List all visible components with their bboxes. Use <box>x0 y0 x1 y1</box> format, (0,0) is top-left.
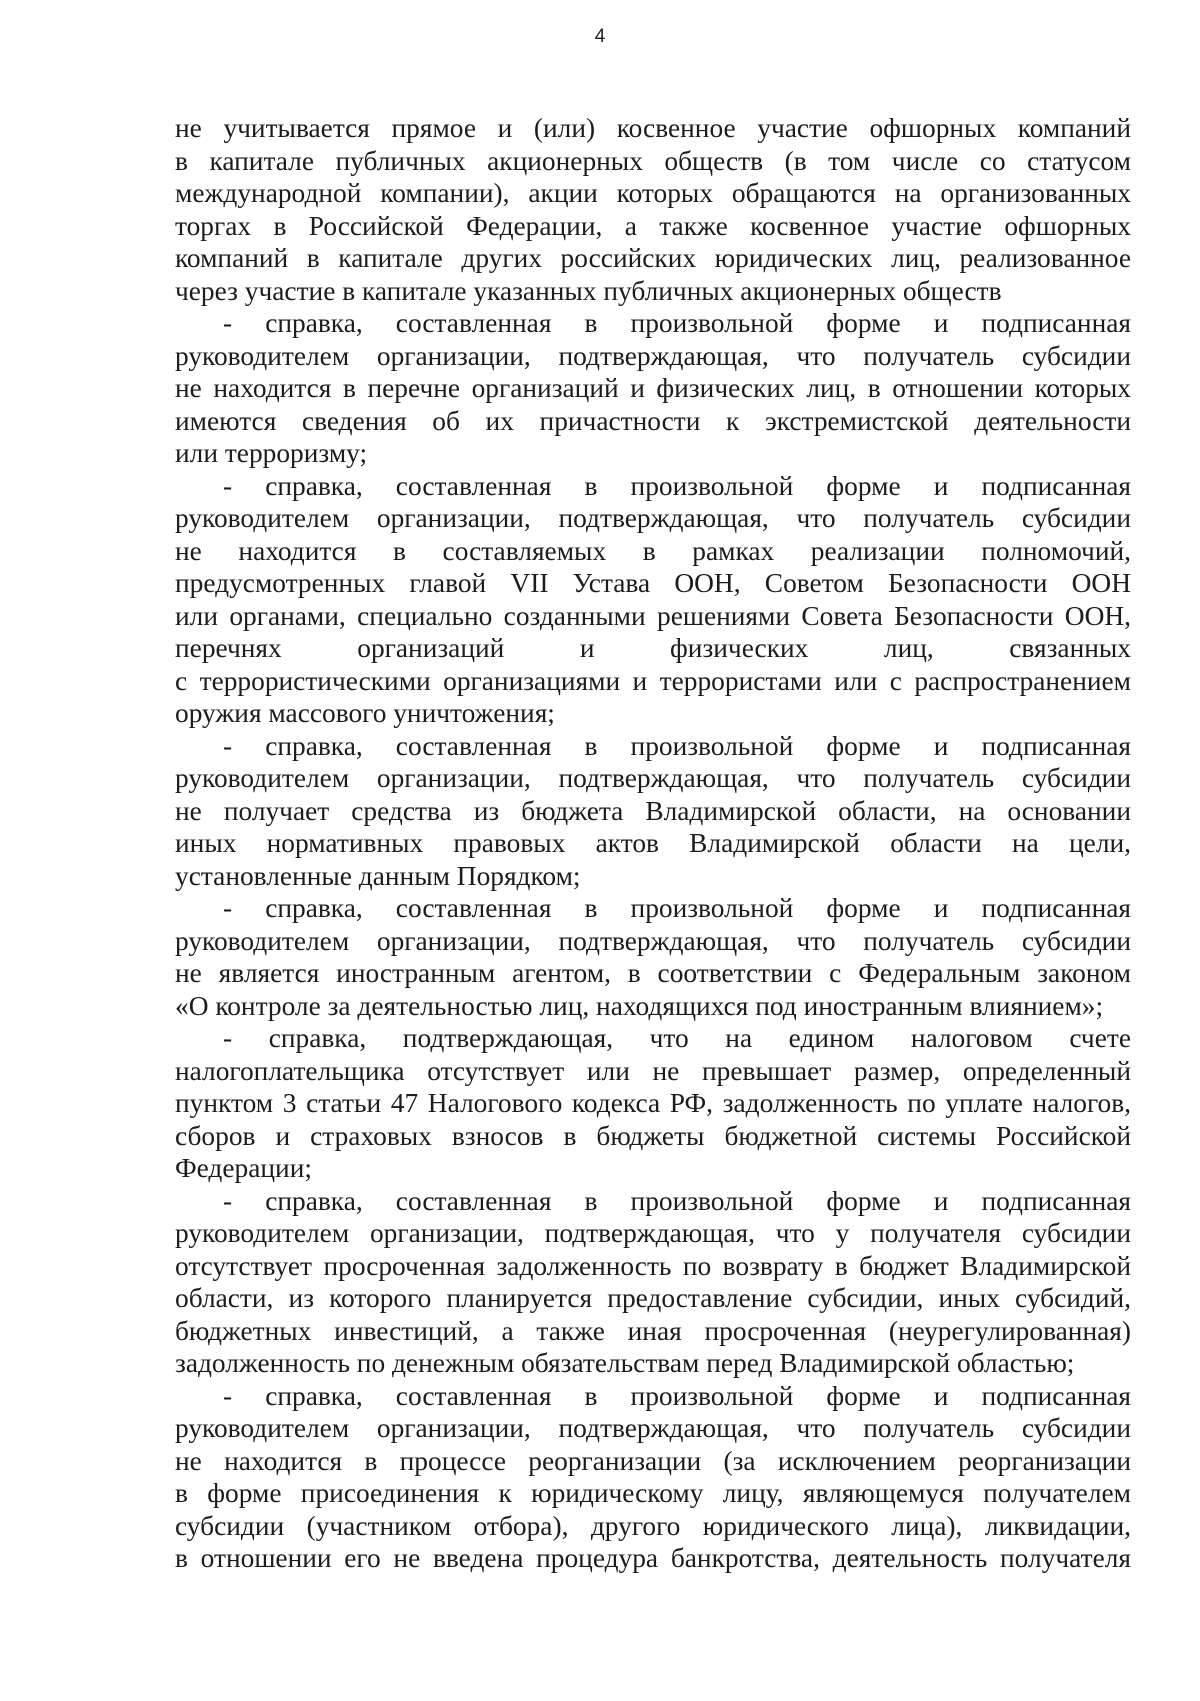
text-line: не является иностранным агентом, в соответствии с Федеральным законом <box>175 958 1131 988</box>
text-line: руководителем организации, подтверждающая, что у получателя субсидии <box>175 1218 1131 1248</box>
text-line: руководителем организации, подтверждающая, что получатель субсидии <box>175 763 1131 793</box>
text-line: иных нормативных правовых актов Владимирской области на цели, <box>175 828 1131 858</box>
text-line: - справка, подтверждающая, что на едином налоговом счете <box>223 1023 1131 1053</box>
text-line: предусмотренных главой VII Устава ООН, Советом Безопасности ООН <box>175 568 1131 598</box>
text-line: руководителем организации, подтверждающая, что получатель субсидии <box>175 925 1131 956</box>
text-line: области, из которого планируется предоставление субсидии, иных субсидий, <box>175 1283 1131 1313</box>
text-line: Федерации; <box>175 1153 312 1183</box>
text-line: торгах в Российской Федерации, а также косвенное участие офшорных <box>175 210 1131 241</box>
text-line: имеются сведения об их причастности к экстремистской деятельности <box>175 405 1131 436</box>
text-line: руководителем организации, подтверждающая, что получатель субсидии <box>175 1413 1131 1443</box>
text-line: международной компании), акции которых обращаются на организованных <box>175 178 1131 208</box>
text-line: не находится в составляемых в рамках реализации полномочий, <box>175 535 1131 566</box>
text-line: компаний в капитале других российских юридических лиц, реализованное <box>175 243 1131 273</box>
text-line: не находится в процессе реорганизации (за исключением реорганизации <box>175 1445 1131 1476</box>
text-line: не получает средства из бюджета Владимирской области, на основании <box>175 795 1131 826</box>
text-line: или органами, специально созданными решениями Совета Безопасности ООН, <box>175 600 1131 631</box>
text-line: перечнях организаций и физических лиц, связанных <box>175 633 1131 663</box>
text-line: или терроризму; <box>175 438 368 468</box>
text-line: - справка, составленная в произвольной форме и подписанная <box>223 1185 1131 1216</box>
text-line: сборов и страховых взносов в бюджеты бюджетной системы Российской <box>175 1120 1131 1151</box>
text-line: в капитале публичных акционерных обществ (в том числе со статусом <box>175 145 1131 176</box>
text-line: в форме присоединения к юридическому лицу, являющемуся получателем <box>175 1478 1131 1508</box>
text-line: не учитывается прямое и (или) косвенное участие офшорных компаний <box>175 113 1131 143</box>
text-line: субсидии (участником отбора), другого юридического лица), ликвидации, <box>175 1510 1131 1541</box>
text-line: - справка, составленная в произвольной форме и подписанная <box>223 730 1131 761</box>
text-line: налогоплательщика отсутствует или не превышает размер, определенный <box>175 1055 1131 1086</box>
text-line: не находится в перечне организаций и физических лиц, в отношении которых <box>175 373 1131 403</box>
text-line: руководителем организации, подтверждающая, что получатель субсидии <box>175 340 1131 371</box>
document-body <box>175 112 1131 1575</box>
text-line: с террористическими организациями и террористами или с распространением <box>175 665 1131 696</box>
text-line: оружия массового уничтожения; <box>175 698 555 728</box>
text-line: через участие в капитале указанных публичных акционерных обществ <box>175 275 1002 306</box>
text-line: руководителем организации, подтверждающая, что получатель субсидии <box>175 503 1131 533</box>
text-line: отсутствует просроченная задолженность по возврату в бюджет Владимирской <box>175 1250 1131 1281</box>
text-line: в отношении его не введена процедура банкротства, деятельность получателя <box>175 1543 1131 1573</box>
text-line: - справка, составленная в произвольной форме и подписанная <box>223 470 1131 501</box>
text-line: бюджетных инвестиций, а также иная просроченная (неурегулированная) <box>175 1315 1131 1346</box>
text-line: - справка, составленная в произвольной форме и подписанная <box>223 893 1131 923</box>
text-line: установленные данным Порядком; <box>175 860 581 891</box>
page-number: 4 <box>594 26 606 47</box>
text-line: «О контроле за деятельностью лиц, находящихся под иностранным влиянием»; <box>175 990 1104 1021</box>
text-line: пунктом 3 статьи 47 Налогового кодекса РФ, задолженность по уплате налогов, <box>175 1088 1131 1118</box>
text-line: задолженность по денежным обязательствам перед Владимирской областью; <box>175 1348 1075 1378</box>
text-line: - справка, составленная в произвольной форме и подписанная <box>223 308 1131 338</box>
text-line: - справка, составленная в произвольной форме и подписанная <box>223 1380 1131 1411</box>
